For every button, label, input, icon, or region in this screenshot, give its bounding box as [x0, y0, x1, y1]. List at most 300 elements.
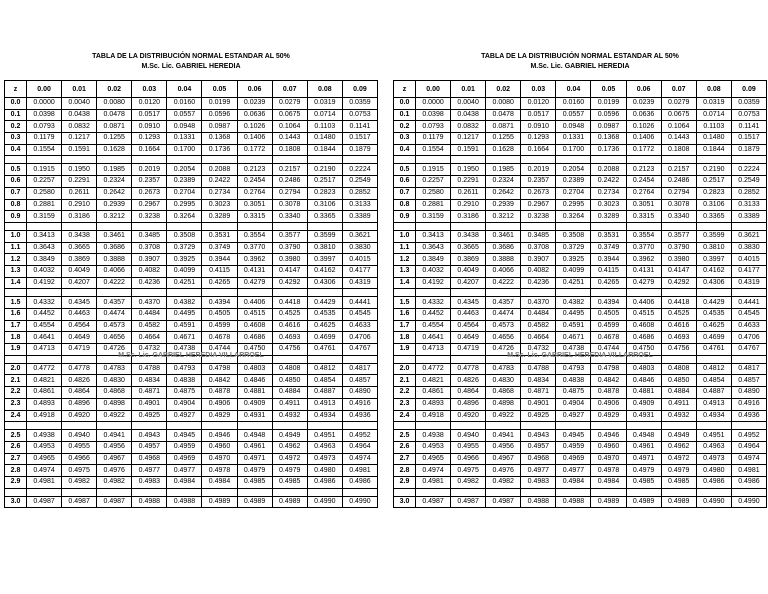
spacer-cell	[97, 222, 132, 230]
probability-cell: 0.3708	[132, 242, 167, 254]
z-value-cell: 2.7	[394, 453, 416, 465]
probability-cell: 0.0675	[661, 109, 696, 121]
probability-cell: 0.4977	[167, 465, 202, 477]
probability-cell: 0.0517	[132, 109, 167, 121]
probability-cell: 0.2357	[521, 176, 556, 188]
probability-cell: 0.0199	[202, 98, 237, 110]
probability-cell: 0.3531	[202, 230, 237, 242]
probability-cell: 0.4968	[132, 453, 167, 465]
probability-cell: 0.3997	[307, 254, 342, 266]
table-row	[5, 133, 378, 145]
spacer-cell	[394, 156, 416, 164]
spacer-cell	[521, 422, 556, 430]
spacer-cell	[451, 422, 486, 430]
title-line-2: M.Sc. Lic. GABRIEL HEREDIA	[141, 63, 241, 70]
probability-cell: 0.4898	[97, 398, 132, 410]
probability-cell: 0.2764	[626, 187, 661, 199]
probability-cell: 0.0517	[521, 109, 556, 121]
probability-cell: 0.4878	[591, 387, 626, 399]
probability-cell: 0.2291	[62, 176, 97, 188]
spacer-cell	[27, 422, 62, 430]
probability-cell: 0.4817	[342, 363, 377, 375]
probability-cell: 0.4911	[661, 398, 696, 410]
spacer-cell	[451, 222, 486, 230]
probability-cell: 0.0675	[272, 109, 307, 121]
probability-cell: 0.4525	[661, 309, 696, 321]
probability-cell: 0.2580	[27, 187, 62, 199]
probability-cell: 0.4015	[731, 254, 766, 266]
probability-cell: 0.4893	[416, 398, 451, 410]
header-col: 0.09	[342, 81, 377, 98]
probability-cell: 0.2995	[556, 199, 591, 211]
spacer-cell	[486, 422, 521, 430]
probability-cell: 0.4834	[521, 375, 556, 387]
probability-cell: 0.4279	[237, 277, 272, 289]
table-row	[5, 453, 378, 465]
table-row	[5, 363, 378, 375]
spacer-cell	[394, 289, 416, 297]
probability-cell: 0.4564	[451, 320, 486, 332]
probability-cell: 0.4985	[626, 476, 661, 488]
spacer-cell	[307, 156, 342, 164]
probability-cell: 0.1844	[696, 144, 731, 156]
probability-cell: 0.4861	[27, 387, 62, 399]
probability-cell: 0.4984	[167, 476, 202, 488]
probability-cell: 0.4988	[132, 496, 167, 508]
z-value-cell: 0.5	[5, 164, 27, 176]
probability-cell: 0.4989	[202, 496, 237, 508]
probability-cell: 0.4962	[661, 441, 696, 453]
probability-cell: 0.1368	[591, 133, 626, 145]
table-row	[394, 363, 767, 375]
table-row	[394, 465, 767, 477]
probability-cell: 0.4830	[486, 375, 521, 387]
probability-cell: 0.3577	[661, 230, 696, 242]
probability-cell: 0.4893	[27, 398, 62, 410]
probability-cell: 0.3365	[696, 211, 731, 223]
probability-cell: 0.4767	[731, 344, 766, 356]
z-value-cell: 2.7	[5, 453, 27, 465]
group-spacer	[394, 422, 767, 430]
probability-cell: 0.4788	[521, 363, 556, 375]
probability-cell: 0.1443	[272, 133, 307, 145]
probability-cell: 0.4975	[451, 465, 486, 477]
probability-cell: 0.4878	[202, 387, 237, 399]
probability-cell: 0.4495	[167, 309, 202, 321]
spacer-cell	[696, 289, 731, 297]
spacer-cell	[486, 289, 521, 297]
z-value-cell: 0.0	[394, 98, 416, 110]
probability-cell: 0.4946	[591, 430, 626, 442]
author-watermark: M.Sc. Lic. GABRIEL HEREDIA VILLARROEL	[507, 352, 653, 359]
probability-cell: 0.4989	[591, 496, 626, 508]
probability-cell: 0.3599	[696, 230, 731, 242]
probability-cell: 0.4732	[521, 344, 556, 356]
probability-cell: 0.4357	[486, 297, 521, 309]
probability-cell: 0.4989	[272, 496, 307, 508]
z-value-cell: 3.0	[5, 496, 27, 508]
probability-cell: 0.3925	[556, 254, 591, 266]
spacer-cell	[696, 488, 731, 496]
probability-cell: 0.4099	[167, 265, 202, 277]
z-value-cell: 2.8	[5, 465, 27, 477]
spacer-cell	[132, 156, 167, 164]
probability-cell: 0.4881	[237, 387, 272, 399]
probability-cell: 0.1844	[307, 144, 342, 156]
probability-cell: 0.4761	[307, 344, 342, 356]
probability-cell: 0.0398	[416, 109, 451, 121]
probability-cell: 0.4767	[342, 344, 377, 356]
probability-cell: 0.0160	[167, 98, 202, 110]
header-col: 0.08	[696, 81, 731, 98]
table-row	[394, 187, 767, 199]
probability-cell: 0.4608	[626, 320, 661, 332]
probability-cell: 0.4976	[486, 465, 521, 477]
spacer-cell	[486, 156, 521, 164]
probability-cell: 0.4961	[626, 441, 661, 453]
z-value-cell: 3.0	[394, 496, 416, 508]
probability-cell: 0.4913	[307, 398, 342, 410]
probability-cell: 0.2852	[731, 187, 766, 199]
probability-cell: 0.4817	[731, 363, 766, 375]
probability-cell: 0.4671	[556, 332, 591, 344]
probability-cell: 0.4778	[451, 363, 486, 375]
probability-cell: 0.4633	[731, 320, 766, 332]
probability-cell: 0.0636	[237, 109, 272, 121]
spacer-cell	[27, 156, 62, 164]
probability-cell: 0.4783	[97, 363, 132, 375]
group-spacer	[394, 488, 767, 496]
probability-cell: 0.4906	[591, 398, 626, 410]
z-value-cell: 1.9	[5, 344, 27, 356]
probability-cell: 0.4761	[696, 344, 731, 356]
probability-cell: 0.2794	[272, 187, 307, 199]
probability-cell: 0.4964	[731, 441, 766, 453]
probability-cell: 0.2088	[591, 164, 626, 176]
spacer-cell	[62, 289, 97, 297]
table-row	[5, 410, 378, 422]
probability-cell: 0.1026	[237, 121, 272, 133]
probability-cell: 0.1700	[556, 144, 591, 156]
z-value-cell: 0.7	[5, 187, 27, 199]
group-spacer	[394, 289, 767, 297]
probability-cell: 0.2995	[167, 199, 202, 211]
table-row	[5, 441, 378, 453]
probability-cell: 0.4927	[556, 410, 591, 422]
probability-cell: 0.4956	[486, 441, 521, 453]
table-row	[5, 309, 378, 321]
probability-cell: 0.4901	[521, 398, 556, 410]
probability-cell: 0.4306	[696, 277, 731, 289]
probability-cell: 0.2224	[342, 164, 377, 176]
probability-cell: 0.4981	[342, 465, 377, 477]
probability-cell: 0.4959	[167, 441, 202, 453]
probability-cell: 0.4945	[167, 430, 202, 442]
probability-cell: 0.1591	[62, 144, 97, 156]
table-row	[394, 98, 767, 110]
probability-cell: 0.4474	[486, 309, 521, 321]
probability-cell: 0.4706	[731, 332, 766, 344]
probability-cell: 0.4850	[661, 375, 696, 387]
probability-cell: 0.1255	[486, 133, 521, 145]
header-row	[5, 81, 378, 98]
probability-cell: 0.4884	[661, 387, 696, 399]
spacer-cell	[167, 488, 202, 496]
probability-cell: 0.4922	[486, 410, 521, 422]
probability-cell: 0.3810	[307, 242, 342, 254]
probability-cell: 0.3621	[731, 230, 766, 242]
probability-cell: 0.4750	[626, 344, 661, 356]
spacer-cell	[416, 289, 451, 297]
probability-cell: 0.3830	[731, 242, 766, 254]
probability-cell: 0.3389	[342, 211, 377, 223]
probability-cell: 0.3413	[27, 230, 62, 242]
table-row	[5, 277, 378, 289]
spacer-cell	[167, 422, 202, 430]
table-row	[5, 98, 378, 110]
probability-cell: 0.2054	[167, 164, 202, 176]
header-row	[394, 81, 767, 98]
probability-cell: 0.4207	[62, 277, 97, 289]
probability-cell: 0.4535	[696, 309, 731, 321]
spacer-cell	[62, 488, 97, 496]
probability-cell: 0.4292	[661, 277, 696, 289]
probability-cell: 0.3238	[132, 211, 167, 223]
probability-cell: 0.4693	[661, 332, 696, 344]
probability-cell: 0.4292	[272, 277, 307, 289]
probability-cell: 0.3962	[626, 254, 661, 266]
probability-cell: 0.1480	[307, 133, 342, 145]
probability-cell: 0.4686	[626, 332, 661, 344]
probability-cell: 0.1217	[451, 133, 486, 145]
probability-cell: 0.4625	[696, 320, 731, 332]
probability-cell: 0.4664	[132, 332, 167, 344]
probability-cell: 0.4948	[237, 430, 272, 442]
probability-cell: 0.4834	[132, 375, 167, 387]
probability-cell: 0.4251	[167, 277, 202, 289]
probability-cell: 0.3830	[342, 242, 377, 254]
spacer-cell	[272, 422, 307, 430]
probability-cell: 0.4854	[307, 375, 342, 387]
probability-cell: 0.4988	[167, 496, 202, 508]
probability-cell: 0.4955	[451, 441, 486, 453]
probability-cell: 0.4929	[591, 410, 626, 422]
probability-cell: 0.4850	[272, 375, 307, 387]
z-value-cell: 2.2	[5, 387, 27, 399]
probability-cell: 0.1700	[167, 144, 202, 156]
probability-cell: 0.4983	[132, 476, 167, 488]
probability-cell: 0.4719	[62, 344, 97, 356]
probability-cell: 0.4936	[342, 410, 377, 422]
probability-cell: 0.4990	[696, 496, 731, 508]
table-row	[5, 187, 378, 199]
table-row	[394, 242, 767, 254]
z-value-cell: 1.4	[5, 277, 27, 289]
probability-cell: 0.4649	[62, 332, 97, 344]
spacer-cell	[451, 289, 486, 297]
probability-cell: 0.4842	[202, 375, 237, 387]
probability-cell: 0.4131	[626, 265, 661, 277]
z-value-cell: 2.0	[394, 363, 416, 375]
table-row	[394, 398, 767, 410]
probability-cell: 0.4951	[696, 430, 731, 442]
probability-cell: 0.4798	[202, 363, 237, 375]
z-value-cell: 0.6	[394, 176, 416, 188]
spacer-cell	[62, 222, 97, 230]
probability-cell: 0.4984	[556, 476, 591, 488]
probability-cell: 0.3531	[591, 230, 626, 242]
probability-cell: 0.4922	[97, 410, 132, 422]
table-row	[5, 254, 378, 266]
spacer-cell	[97, 488, 132, 496]
probability-cell: 0.4783	[486, 363, 521, 375]
probability-cell: 0.2054	[556, 164, 591, 176]
probability-cell: 0.4573	[486, 320, 521, 332]
probability-cell: 0.4616	[661, 320, 696, 332]
probability-cell: 0.4985	[661, 476, 696, 488]
probability-cell: 0.3051	[237, 199, 272, 211]
probability-cell: 0.4861	[416, 387, 451, 399]
spacer-cell	[342, 156, 377, 164]
probability-cell: 0.4962	[272, 441, 307, 453]
probability-cell: 0.3810	[696, 242, 731, 254]
probability-cell: 0.4918	[416, 410, 451, 422]
probability-cell: 0.4936	[731, 410, 766, 422]
z-value-cell: 2.0	[5, 363, 27, 375]
probability-cell: 0.4977	[132, 465, 167, 477]
probability-cell: 0.4959	[556, 441, 591, 453]
spacer-cell	[202, 289, 237, 297]
z-value-cell: 0.7	[394, 187, 416, 199]
probability-cell: 0.3770	[626, 242, 661, 254]
probability-cell: 0.4772	[416, 363, 451, 375]
table-row	[5, 476, 378, 488]
probability-cell: 0.4671	[167, 332, 202, 344]
probability-cell: 0.4906	[202, 398, 237, 410]
spacer-cell	[731, 422, 766, 430]
probability-cell: 0.4162	[696, 265, 731, 277]
title-line-1: TABLA DE LA DISTRIBUCIÓN NORMAL ESTANDAR AL 50%	[92, 53, 290, 60]
z-value-cell: 1.7	[394, 320, 416, 332]
probability-cell: 0.4738	[167, 344, 202, 356]
table-row	[394, 387, 767, 399]
spacer-cell	[202, 488, 237, 496]
table-row	[5, 265, 378, 277]
probability-cell: 0.4382	[167, 297, 202, 309]
probability-cell: 0.4990	[731, 496, 766, 508]
probability-cell: 0.2881	[416, 199, 451, 211]
probability-cell: 0.4982	[451, 476, 486, 488]
probability-cell: 0.2123	[237, 164, 272, 176]
probability-cell: 0.4545	[731, 309, 766, 321]
probability-cell: 0.1664	[521, 144, 556, 156]
probability-cell: 0.3869	[451, 254, 486, 266]
probability-cell: 0.0239	[237, 98, 272, 110]
spacer-cell	[591, 488, 626, 496]
probability-cell: 0.4868	[97, 387, 132, 399]
probability-cell: 0.3159	[416, 211, 451, 223]
probability-cell: 0.2257	[416, 176, 451, 188]
probability-cell: 0.4495	[556, 309, 591, 321]
probability-cell: 0.4656	[486, 332, 521, 344]
probability-cell: 0.4535	[307, 309, 342, 321]
probability-cell: 0.1179	[27, 133, 62, 145]
probability-cell: 0.0000	[416, 98, 451, 110]
probability-cell: 0.4554	[416, 320, 451, 332]
z-value-cell: 0.8	[5, 199, 27, 211]
probability-cell: 0.4726	[486, 344, 521, 356]
probability-cell: 0.4505	[591, 309, 626, 321]
probability-cell: 0.0753	[342, 109, 377, 121]
table-row	[5, 121, 378, 133]
probability-cell: 0.4913	[696, 398, 731, 410]
header-col: 0.04	[167, 81, 202, 98]
probability-cell: 0.4985	[272, 476, 307, 488]
spacer-cell	[661, 156, 696, 164]
probability-cell: 0.1915	[27, 164, 62, 176]
probability-cell: 0.4463	[451, 309, 486, 321]
probability-cell: 0.4744	[591, 344, 626, 356]
spacer-cell	[626, 222, 661, 230]
probability-cell: 0.3289	[202, 211, 237, 223]
probability-cell: 0.2019	[521, 164, 556, 176]
probability-cell: 0.1772	[237, 144, 272, 156]
probability-cell: 0.3485	[521, 230, 556, 242]
probability-cell: 0.3907	[132, 254, 167, 266]
probability-cell: 0.3315	[237, 211, 272, 223]
probability-cell: 0.3340	[272, 211, 307, 223]
z-value-cell: 2.6	[5, 441, 27, 453]
probability-cell: 0.3365	[307, 211, 342, 223]
probability-cell: 0.4726	[97, 344, 132, 356]
z-value-cell: 2.6	[394, 441, 416, 453]
z-value-cell: 0.0	[5, 98, 27, 110]
probability-cell: 0.3133	[342, 199, 377, 211]
z-value-cell: 0.3	[394, 133, 416, 145]
probability-cell: 0.0080	[97, 98, 132, 110]
probability-cell: 0.4938	[27, 430, 62, 442]
probability-cell: 0.4945	[556, 430, 591, 442]
probability-cell: 0.4951	[307, 430, 342, 442]
spacer-cell	[27, 289, 62, 297]
z-table	[393, 80, 767, 508]
probability-cell: 0.4955	[62, 441, 97, 453]
probability-cell: 0.3438	[451, 230, 486, 242]
probability-cell: 0.0239	[626, 98, 661, 110]
spacer-cell	[132, 222, 167, 230]
probability-cell: 0.4970	[591, 453, 626, 465]
probability-cell: 0.2486	[272, 176, 307, 188]
probability-cell: 0.4925	[132, 410, 167, 422]
probability-cell: 0.3907	[521, 254, 556, 266]
probability-cell: 0.4920	[451, 410, 486, 422]
probability-cell: 0.2734	[202, 187, 237, 199]
probability-cell: 0.0557	[167, 109, 202, 121]
spacer-cell	[202, 222, 237, 230]
spacer-cell	[342, 222, 377, 230]
z-value-cell: 2.3	[5, 398, 27, 410]
probability-cell: 0.0871	[486, 121, 521, 133]
probability-cell: 0.1736	[202, 144, 237, 156]
probability-cell: 0.0636	[626, 109, 661, 121]
spacer-cell	[394, 422, 416, 430]
table-row	[5, 144, 378, 156]
header-col: 0.00	[416, 81, 451, 98]
probability-cell: 0.4980	[696, 465, 731, 477]
table-row	[394, 320, 767, 332]
probability-cell: 0.4222	[97, 277, 132, 289]
table-title	[393, 52, 767, 72]
